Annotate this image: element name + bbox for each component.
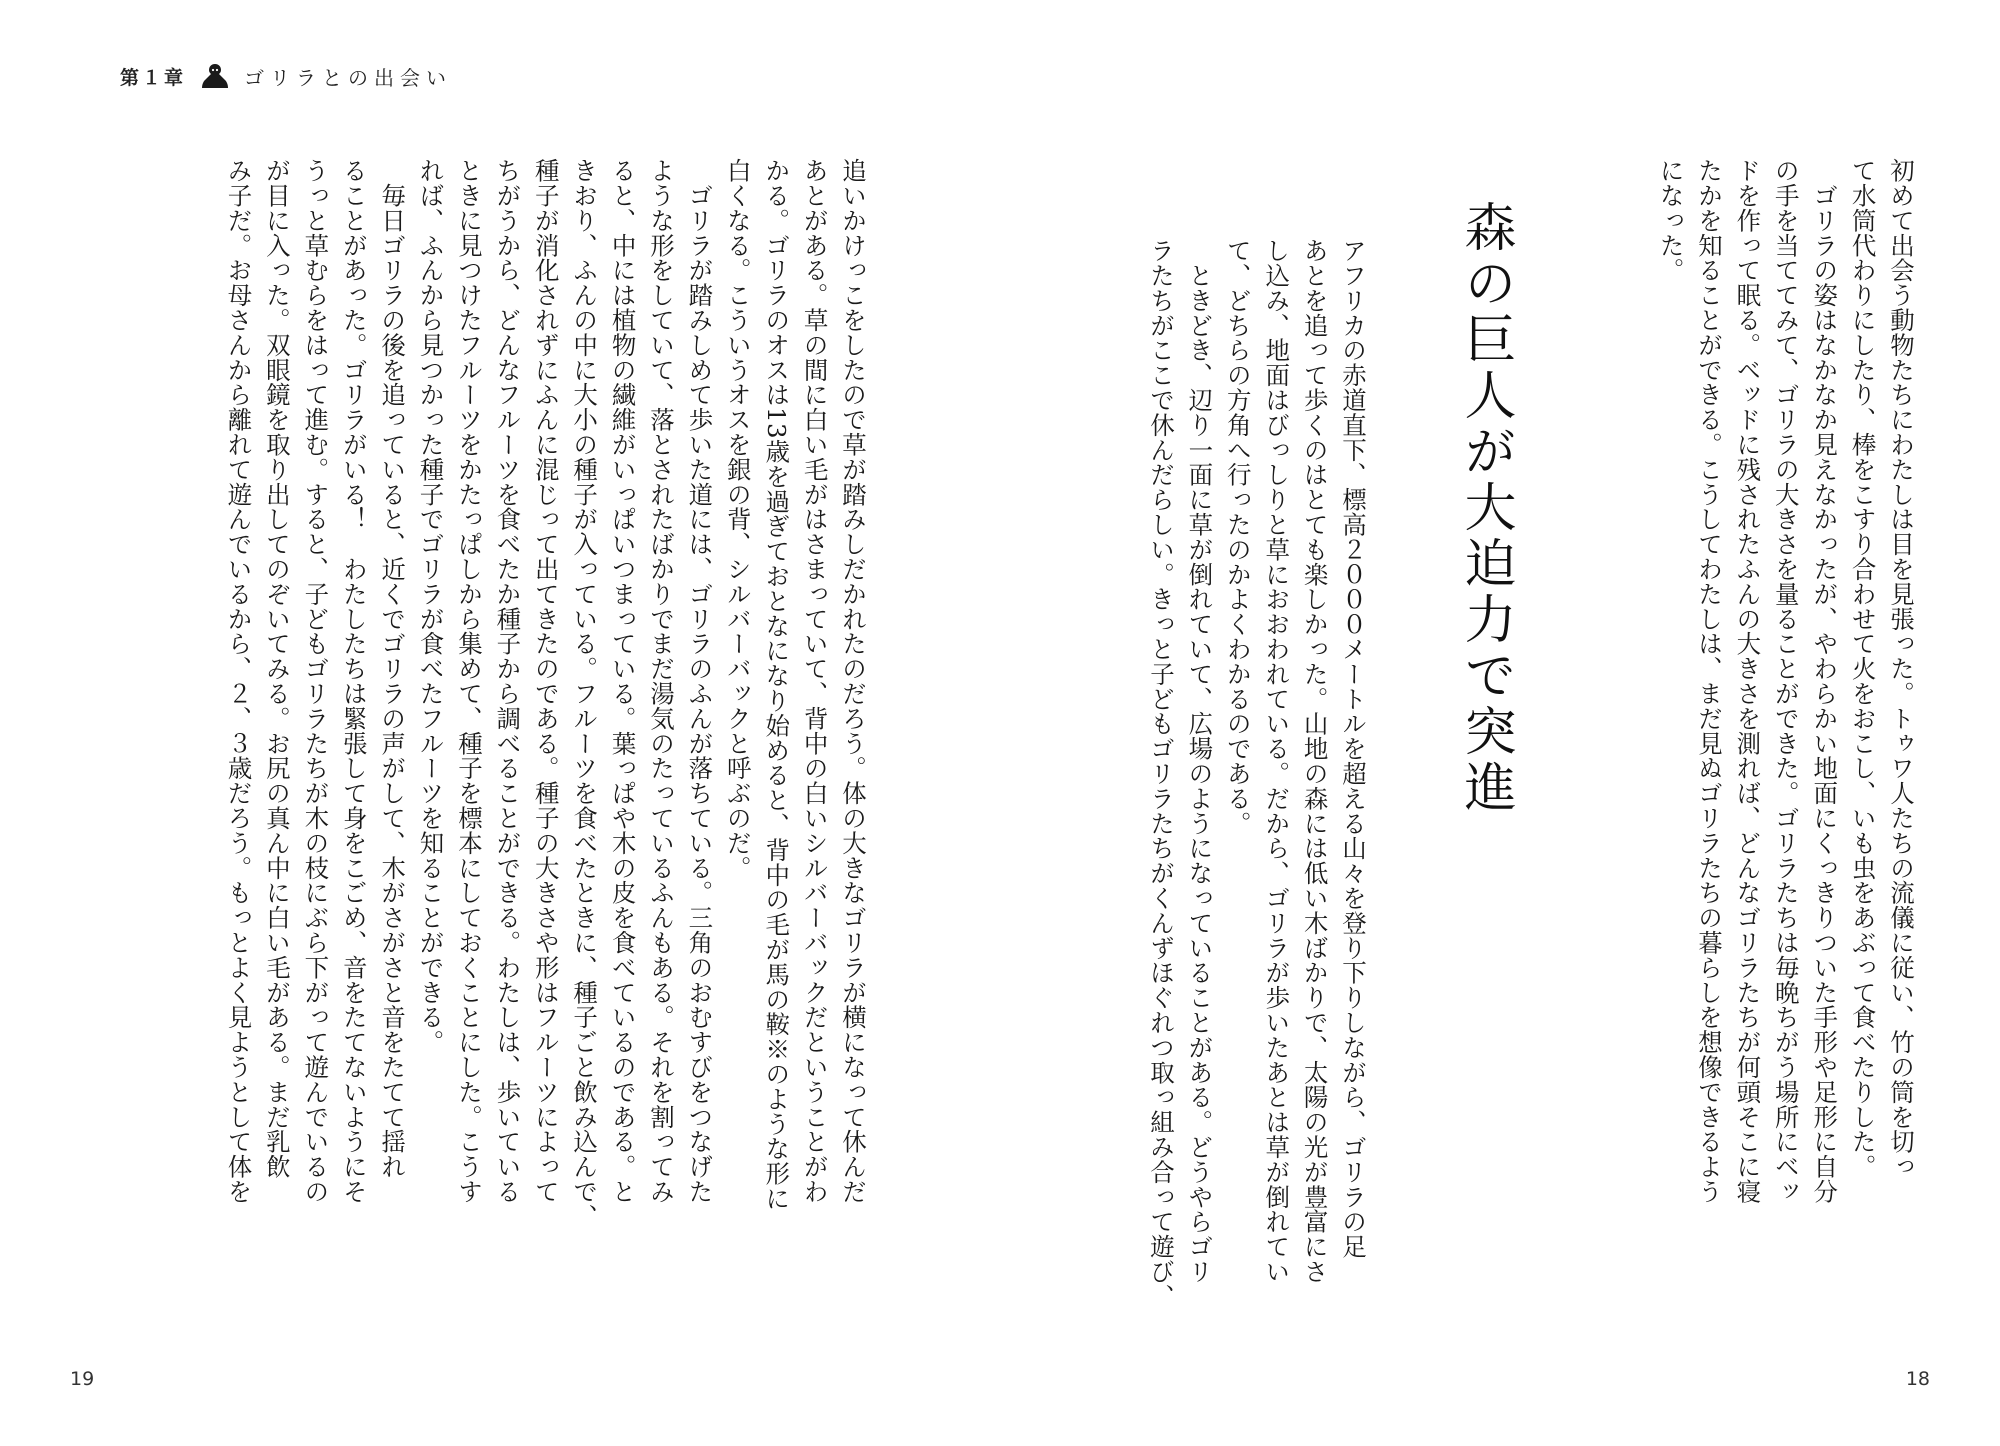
text-column: たかを知ることができる。こうしてわたしは、まだ見ぬゴリラたちの暮らしを想像できるよう (1694, 158, 1724, 1204)
text-column: あとを追って歩くのはとても楽しかった。山地の森には低い木ばかりで、太陽の光が豊富にさ (1300, 238, 1330, 1284)
text-column: み子だ。お母さんから離れて遊んでいるから、２、３歳だろう。もっとよく見ようとして体を (224, 158, 254, 1204)
text-column: ゴリラが踏みしめて歩いた道には、ゴリラのふんが落ちている。三角のおむすびをつなげた (685, 158, 715, 1204)
chapter-label: 第１章 (120, 66, 187, 89)
text-column: ときどき、辺り一面に草が倒れていて、広場のようになっていることがある。どうやらゴリ (1185, 238, 1215, 1284)
gorilla-silhouette-icon (200, 62, 230, 90)
text-column: ドを作って眠る。ベッドに残されたふんの大きさを測れば、どんなゴリラたちが何頭そこに寝 (1733, 158, 1763, 1204)
text-column: が目に入った。双眼鏡を取り出してのぞいてみる。お尻の真ん中に白い毛がある。まだ乳飲 (262, 158, 292, 1179)
left-page-text (219, 158, 872, 1318)
text-column: ゴリラの姿はなかなか見えなかったが、やわらかい地面にくっきりついた手形や足形に自分 (1810, 158, 1840, 1204)
text-column: 追いかけっこをしたので草が踏みしだかれたのだろう。体の大きなゴリラが横になって休んだ (839, 158, 868, 1204)
page-number-left: 19 (70, 1368, 95, 1390)
text-column: 毎日ゴリラの後を追っていると、近くでゴリラの声がして、木がさがさと音をたてて揺れ (378, 158, 408, 1179)
text-column: ることがあった。ゴリラがいる！ わたしたちは緊張して身をこごめ、音をたてないようにそ (339, 158, 369, 1204)
text-column: うっと草むらをはって進む。すると、子どもゴリラたちが木の枝にぶら下がって遊んでいるの (301, 158, 331, 1204)
page-number-right: 18 (1905, 1368, 1930, 1390)
text-column: ちがうから、どんなフルーツを食べたか種子から調べることができる。わたしは、歩いている (493, 158, 523, 1204)
right-page-bottom-text (1142, 238, 1372, 1318)
text-column: て水筒代わりにしたり、棒をこすり合わせて火をおこし、いも虫をあぶって食べたりした。 (1848, 158, 1878, 1179)
text-column: ような形をしていて、落とされたばかりでまだ湯気のたっているふんもある。それを割ってみ (646, 158, 676, 1204)
text-column: あとがある。草の間に白い毛がはさまっていて、背中の白いシルバーバックだということがわ (800, 158, 830, 1204)
chapter-title: ゴリラとの出会い (244, 65, 453, 90)
right-page-top-text (1651, 158, 1920, 1318)
text-column: 種子が消化されずにふんに混じって出てきたのである。種子の大きさや形はフルーツによって (531, 158, 561, 1204)
text-column: 初めて出会う動物たちにわたしは目を見張った。トゥワ人たちの流儀に従い、竹の筒を切っ (1887, 158, 1916, 1179)
text-column: て、どちらの方角へ行ったのかよくわかるのである。 (1223, 238, 1253, 836)
section-heading: 森の巨人が大迫力で突進 (1455, 200, 1515, 816)
running-header (120, 56, 452, 96)
text-column: ると、中には植物の繊維がいっぱいつまっている。葉っぱや木の皮を食べているのである。と (608, 158, 638, 1204)
text-column: ときに見つけたフルーツをかたっぱしから集めて、種子を標本にしておくことにした。こうす (454, 158, 484, 1204)
text-column: きおり、ふんの中に大小の種子が入っている。フルーツを食べたときに、種子ごと飲み込んで、 (570, 158, 600, 1229)
text-column: になった。 (1656, 158, 1686, 283)
text-column: アフリカの赤道直下、標高２０００メートルを超える山々を登り下りしながら、ゴリラの足 (1339, 238, 1368, 1259)
text-column: れば、ふんから見つかった種子でゴリラが食べたフルーツを知ることができる。 (416, 158, 446, 1055)
text-column: 白くなる。こういうオスを銀の背、シルバーバックと呼ぶのだ。 (723, 158, 753, 881)
text-column: ラたちがここで休んだらしい。きっと子どもゴリラたちがくんずほぐれつ取っ組み合って遊び、 (1146, 238, 1176, 1309)
text-column: かる。ゴリラのオスは13歳を過ぎておとなになり始めると、背中の毛が馬の鞍※のような形に (762, 158, 792, 1211)
text-column: し込み、地面はびっしりと草におおわれている。だから、ゴリラが歩いたあとは草が倒れてい (1262, 238, 1292, 1284)
text-column: の手を当ててみて、ゴリラの大きさを量ることができた。ゴリラたちは毎晩ちがう場所にベッ (1771, 158, 1801, 1204)
